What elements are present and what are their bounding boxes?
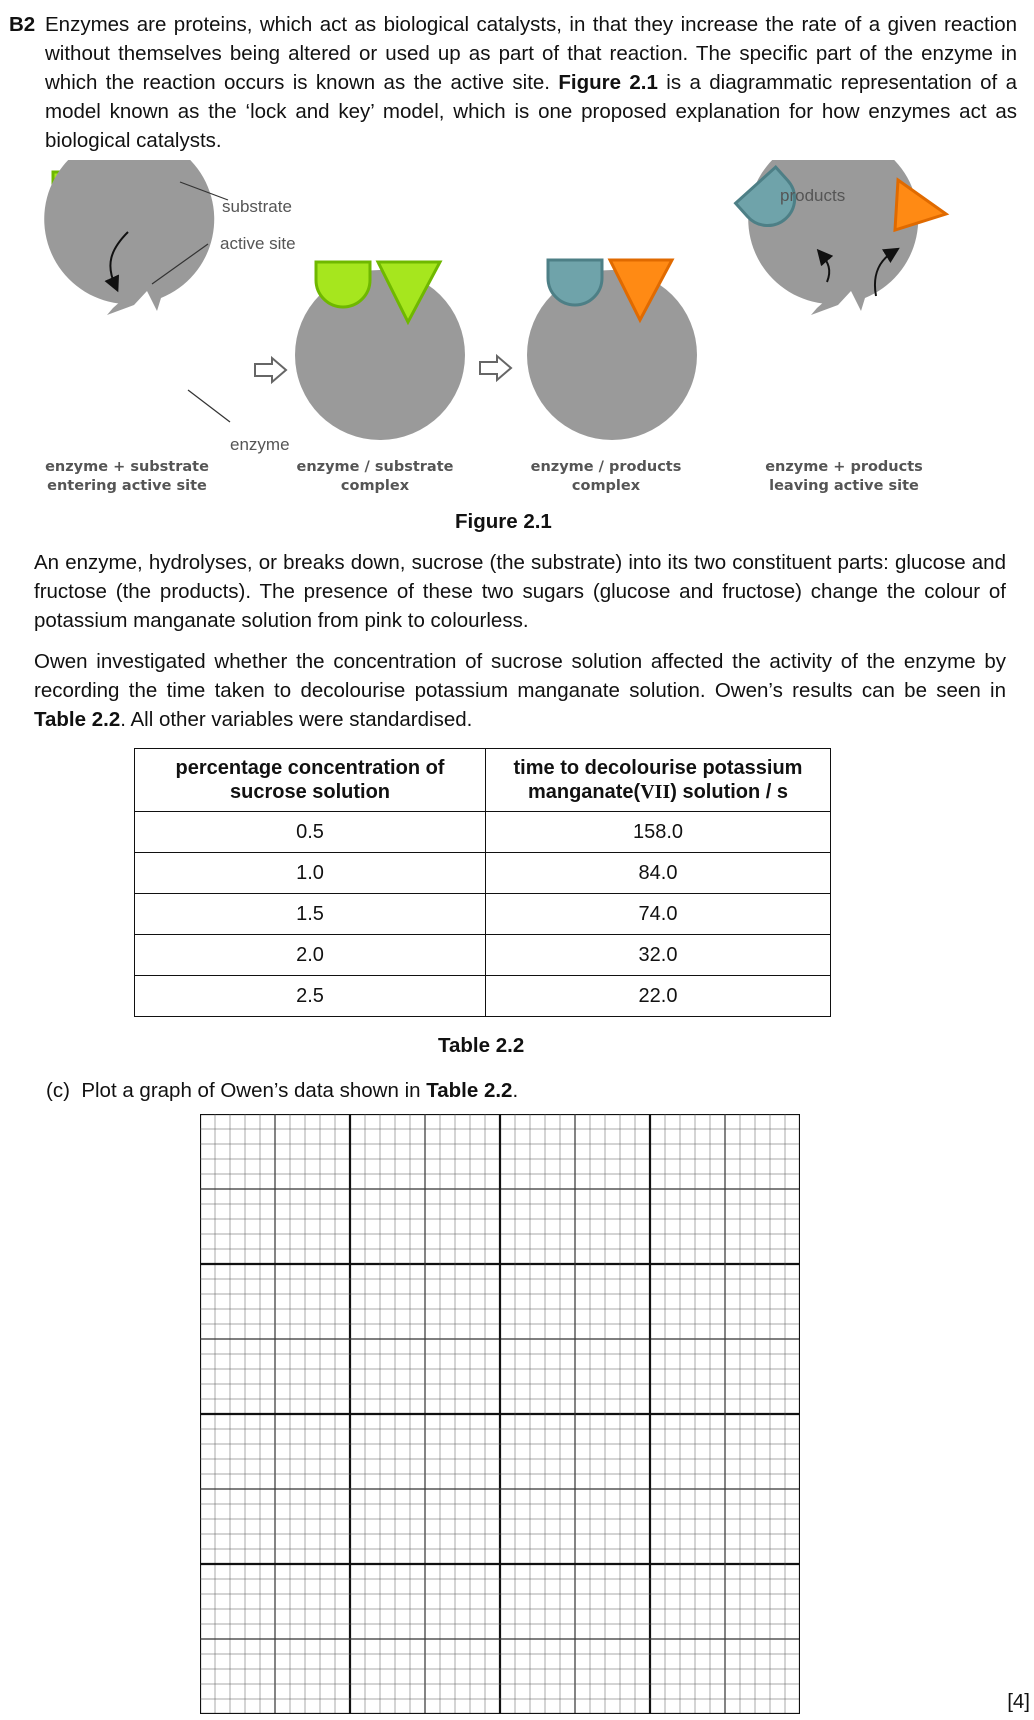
header-time: time to decolourise potassium manganate(VII) solution / s (486, 749, 831, 812)
table-row (135, 894, 831, 935)
stage-4-group (736, 160, 946, 315)
concentration-cell: 2.5 (135, 976, 486, 1017)
substrate-u-bound (316, 262, 370, 307)
concentration-cell: 1.0 (135, 853, 486, 894)
investigation-text-1: Owen investigated whether the concentration of sucrose solution affected the activity of the enzyme by recording the time taken to decolourise potassium manganate solution. Owen’s results can be seen in (34, 650, 1006, 702)
graph-paper[interactable] (200, 1114, 800, 1714)
header-concentration: percentage concentration of sucrose solution (135, 749, 486, 812)
enzyme-leader (188, 390, 230, 422)
stage-2-caption-line1: enzyme / substrate (296, 459, 454, 475)
part-c-prompt (46, 1076, 946, 1105)
time-cell: 22.0 (486, 976, 831, 1017)
results-table (134, 748, 831, 1017)
time-cell: 84.0 (486, 853, 831, 894)
active-site-label: active site (220, 234, 296, 253)
stage-3-group (527, 260, 697, 440)
table-row (135, 812, 831, 853)
stage-4-caption-line1: enzyme + products (765, 459, 923, 475)
table-header-row (135, 749, 831, 812)
stage-1-caption-line2: entering active site (47, 478, 207, 494)
part-c-label: (c) (46, 1079, 70, 1102)
part-c-text: Plot a graph of Owen’s data shown in (81, 1079, 427, 1102)
question-intro (45, 10, 1017, 155)
table-row (135, 935, 831, 976)
paragraph-hydrolysis: An enzyme, hydrolyses, or breaks down, sucrose (the substrate) into its two constituent parts: glucose and fructose (the products). The presence of these two sugars (glucose and fructose) change the colour of potassium manganate solution from pink to colourless. (34, 551, 1006, 632)
table-row (135, 853, 831, 894)
intro-text-2: is a diagrammatic representation of a model known as the ‘lock and key’ model, which is one proposed explanation for how enzymes act as biological catalysts. (45, 71, 1017, 152)
substrate-label: substrate (222, 197, 292, 216)
product-b-free (895, 180, 946, 230)
transition-arrow-1 (255, 358, 286, 382)
intro-text-1: Enzymes are proteins, which act as biological catalysts, in that they increase the rate of a given reaction without themselves being altered or used up as part of that reaction. The specific part of the enzyme in which the reaction occurs is known as the active site. (45, 13, 1017, 94)
part-c-table-ref: Table 2.2 (426, 1079, 513, 1102)
transition-arrow-2 (480, 356, 511, 380)
investigation-text-2: . All other variables were standardised. (120, 708, 473, 731)
marks-label: [4] (1007, 1690, 1030, 1713)
time-cell: 32.0 (486, 935, 831, 976)
stage-2-caption-line2: complex (340, 478, 410, 494)
concentration-cell: 2.0 (135, 935, 486, 976)
stage-1-group (44, 160, 214, 315)
concentration-cell: 1.5 (135, 894, 486, 935)
intro-figure-ref: Figure 2.1 (558, 71, 658, 94)
table-row (135, 976, 831, 1017)
product-a-bound (548, 260, 602, 305)
paragraph-investigation (34, 647, 1006, 734)
enzyme-1-shape (44, 160, 214, 315)
figure-caption: Figure 2.1 (455, 510, 552, 533)
part-c-end: . (512, 1079, 519, 1102)
stage-2-group (295, 262, 465, 440)
stage-1-caption-line1: enzyme + substrate (45, 459, 209, 475)
lock-and-key-diagram (40, 160, 980, 505)
stage-3-caption-line1: enzyme / products (530, 459, 682, 475)
concentration-cell: 0.5 (135, 812, 486, 853)
products-label: products (780, 186, 846, 205)
time-cell: 158.0 (486, 812, 831, 853)
stage-4-caption-line2: leaving active site (769, 478, 919, 494)
investigation-table-ref: Table 2.2 (34, 708, 121, 731)
question-number: B2 (9, 13, 36, 36)
enzyme-label: enzyme (230, 435, 290, 454)
stage-3-caption-line2: complex (571, 478, 641, 494)
time-cell: 74.0 (486, 894, 831, 935)
table-caption: Table 2.2 (438, 1034, 525, 1057)
